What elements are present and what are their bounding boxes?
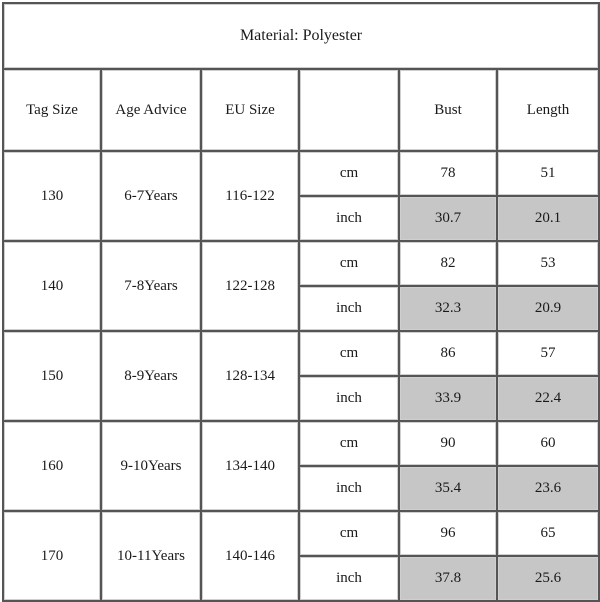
eu-size-cell: 116-122 [201,151,299,241]
age-advice-cell: 10-11Years [101,511,201,601]
bust-cm-cell: 82 [399,241,497,286]
eu-size-cell: 122-128 [201,241,299,331]
bust-inch-cell: 30.7 [399,196,497,241]
eu-size-cell: 140-146 [201,511,299,601]
length-cm-cell: 51 [497,151,599,196]
size-table [2,2,600,602]
unit-inch-cell: inch [299,466,399,511]
length-inch-cell: 25.6 [497,556,599,601]
age-advice-cell: 6-7Years [101,151,201,241]
length-cm-cell: 60 [497,421,599,466]
tag-size-cell: 130 [3,151,101,241]
header-unit [299,69,399,151]
eu-size-cell: 128-134 [201,331,299,421]
unit-cm-cell: cm [299,511,399,556]
tag-size-cell: 140 [3,241,101,331]
header-row [3,69,599,151]
length-inch-cell: 20.9 [497,286,599,331]
age-advice-cell: 8-9Years [101,331,201,421]
bust-inch-cell: 33.9 [399,376,497,421]
header-tag-size: Tag Size [3,69,101,151]
bust-inch-cell: 37.8 [399,556,497,601]
bust-inch-cell: 32.3 [399,286,497,331]
header-length: Length [497,69,599,151]
unit-cm-cell: cm [299,241,399,286]
unit-cm-cell: cm [299,151,399,196]
table-row [3,241,599,286]
bust-cm-cell: 78 [399,151,497,196]
tag-size-cell: 160 [3,421,101,511]
unit-inch-cell: inch [299,556,399,601]
unit-inch-cell: inch [299,196,399,241]
eu-size-cell: 134-140 [201,421,299,511]
bust-cm-cell: 90 [399,421,497,466]
length-inch-cell: 23.6 [497,466,599,511]
table-row [3,421,599,466]
unit-inch-cell: inch [299,376,399,421]
header-eu-size: EU Size [201,69,299,151]
size-chart [2,2,598,598]
table-row [3,511,599,556]
unit-inch-cell: inch [299,286,399,331]
tag-size-cell: 150 [3,331,101,421]
unit-cm-cell: cm [299,421,399,466]
length-inch-cell: 22.4 [497,376,599,421]
title-row [3,3,599,69]
age-advice-cell: 9-10Years [101,421,201,511]
length-inch-cell: 20.1 [497,196,599,241]
bust-inch-cell: 35.4 [399,466,497,511]
tag-size-cell: 170 [3,511,101,601]
bust-cm-cell: 96 [399,511,497,556]
table-row [3,331,599,376]
age-advice-cell: 7-8Years [101,241,201,331]
table-title: Material: Polyester [3,3,599,69]
length-cm-cell: 53 [497,241,599,286]
length-cm-cell: 65 [497,511,599,556]
table-body [3,3,599,601]
unit-cm-cell: cm [299,331,399,376]
length-cm-cell: 57 [497,331,599,376]
bust-cm-cell: 86 [399,331,497,376]
table-row [3,151,599,196]
header-bust: Bust [399,69,497,151]
header-age-advice: Age Advice [101,69,201,151]
